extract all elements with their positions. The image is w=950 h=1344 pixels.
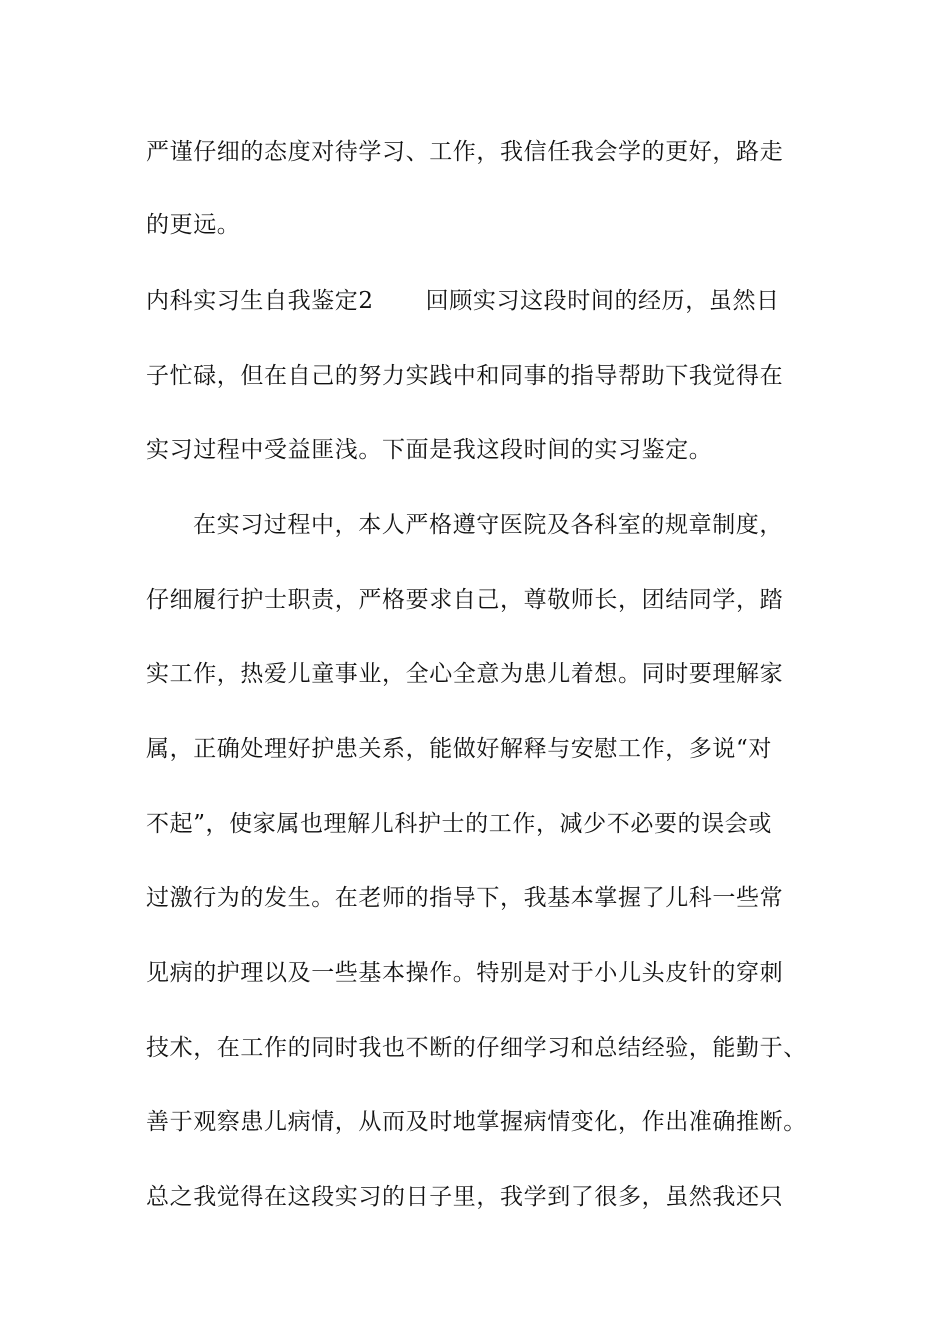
text-line: 过激行为的发生。在老师的指导下，我基本掌握了儿科一些常 bbox=[146, 885, 784, 911]
text-line: 的更远。 bbox=[146, 212, 241, 238]
text-line: 善于观察患儿病情，从而及时地掌握病情变化，作出准确推断。 bbox=[146, 1109, 807, 1135]
text-line: 实习过程中受益匪浅。下面是我这段时间的实习鉴定。 bbox=[146, 437, 713, 463]
paragraph-start: 回顾实习这段时间的经历，虽然日 bbox=[425, 288, 780, 314]
text-line: 属，正确处理好护患关系，能做好解释与安慰工作，多说“对 bbox=[146, 736, 772, 762]
section-title: 内科实习生自我鉴定2 bbox=[146, 288, 374, 314]
text-line: 严谨仔细的态度对待学习、工作，我信任我会学的更好，路走 bbox=[146, 139, 784, 165]
paragraph-first-line: 在实习过程中，本人严格遵守医院及各科室的规章制度， bbox=[193, 512, 783, 538]
text-line: 技术，在工作的同时我也不断的仔细学习和总结经验，能勤于、 bbox=[146, 1035, 807, 1061]
text-line: 子忙碌，但在自己的努力实践中和同事的指导帮助下我觉得在 bbox=[146, 363, 784, 389]
section-heading-line bbox=[146, 286, 780, 316]
text-line: 实工作，热爱儿童事业，全心全意为患儿着想。同时要理解家 bbox=[146, 661, 784, 687]
text-line: 仔细履行护士职责，严格要求自己，尊敬师长，团结同学，踏 bbox=[146, 587, 784, 613]
text-line: 不起”，使家属也理解儿科护士的工作，减少不必要的误会或 bbox=[146, 811, 772, 837]
text-line: 见病的护理以及一些基本操作。特别是对于小儿头皮针的穿刺 bbox=[146, 960, 784, 986]
text-line: 总之我觉得在这段实习的日子里，我学到了很多，虽然我还只 bbox=[146, 1184, 784, 1210]
